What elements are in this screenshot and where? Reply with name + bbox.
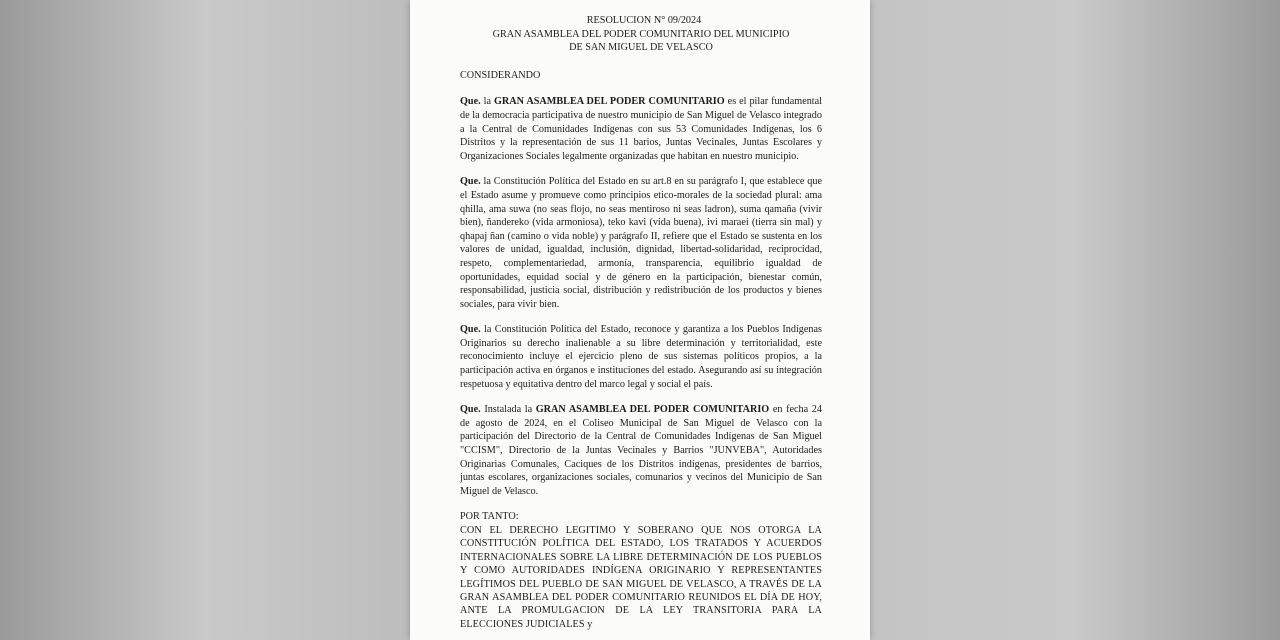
- paragraph-2-text: la Constitución Política del Estado en su art.8 en su parágrafo I, que establece que el Estado asume y promueve como principios etico-morales de la sociedad plural: ama qhilla, ama suwa (no seas flojo, no seas mentiroso ni seas ladron), suma qamaña (vivir bien), ñandereko (vida armoniosa), teko kavi (vida buena), ivi maraei (tierra sin mal) y qhapaj ñan (camino o vida noble) y parágrafo II, refiere que el Estado se sustenta en los valores de unidad, igualdad, inclusión, dignidad, libertad-solidaridad, reciprocidad, respeto, complementariedad, armonía, transparencia, equilibrio igualdad de oportunidades, equidad social y de género en la participación, bienestar común, responsabilidad, justicia social, distribución y redistribución de los productos y bienes sociales, para vivir bien.: [460, 176, 822, 310]
- resolve-paragraph: CON EL DERECHO LEGITIMO Y SOBERANO QUE NOS OTORGA LA CONSTITUCIÓN POLÍTICA DEL ESTADO, LOS TRATADOS Y ACUERDOS INTERNACIONALES SOBRE LA LIBRE DETERMINACIÓN DE LOS PUEBLOS Y COMO AUTORIDADES INDÍGENA ORIGINARIO Y REPRESENTANTES LEGÍTIMOS DEL PUEBLO DE SAN MIGUEL DE VELASCO, A TRAVÉS DE LA GRAN ASAMBLEA DEL PODER COMUNITARIO REUNIDOS EL DÍA DE HOY, ANTE LA PROMULGACION DE LA LEY TRANSITORIA PARA LA ELECCIONES JUDICIALES y: [460, 525, 822, 630]
- paragraph-1-bold: GRAN ASAMBLEA DEL PODER COMUNITARIO: [493, 96, 725, 108]
- paragraph-4-text: en fecha 24 de agosto de 2024, en el Coliseo Municipal de San Miguel de Velasco con la participación del Directorio de la Central de Comunidades Indígenas de San Miguel "CCISM", Directorio de la Juntas Vecinales y Barrios "JUNVEBA", Autoridades Originarias Comunales, Caciques de los Distritos indígenas, presidentes de barrios, juntas escolares, organizaciones sociales, comunarios y vecinos del Municipio de San Miguel de Velasco.: [460, 404, 822, 497]
- paragraph-4-bold: GRAN ASAMBLEA DEL PODER COMUNITARIO: [535, 404, 770, 416]
- document-content: [460, 14, 822, 631]
- paragraph-4-lead: Que.: [460, 404, 481, 416]
- paragraph-3: [460, 323, 822, 391]
- paragraph-1-pre: la: [480, 96, 494, 108]
- considerando-heading: CONSIDERANDO: [460, 69, 541, 81]
- assembly-title: GRAN ASAMBLEA DEL PODER COMUNITARIO DEL MUNICIPIO: [492, 28, 790, 40]
- municipality-title: DE SAN MIGUEL DE VELASCO: [569, 42, 713, 54]
- por-tanto-heading: POR TANTO:: [460, 511, 519, 523]
- paragraph-1-text: es el pilar fundamental de la democracia participativa de nuestro municipio de San Miguel de Velasco integrado a la Central de Comunidades Indígenas con sus 53 Comunidades Indígenas, los 6 Distritos y la representación de sus 11 barios, Juntas Vecinales, Juntas Escolares y Organizaciones Sociales legalmente organizadas que habitan en nuestro municipio.: [460, 96, 822, 162]
- paragraph-4-pre: Instalada la: [480, 404, 536, 416]
- document-page: [410, 0, 870, 640]
- paragraph-3-text: la Constitución Política del Estado, reconoce y garantiza a los Pueblos Indígenas Originarios su derecho inalienable a su libre determinación y territorialidad, este reconocimiento incluye el ejercicio pleno de sus sistemas políticos propios, a la participación activa en órganos e instituciones del estado. Asegurando así su integración respetuosa y equitativa dentro del marco legal y social el país.: [460, 324, 822, 390]
- paragraph-1-lead: Que.: [460, 96, 481, 108]
- paragraph-1: [460, 95, 822, 163]
- paragraph-3-lead: Que.: [460, 324, 481, 336]
- paragraph-2: [460, 175, 822, 311]
- resolution-number: RESOLUCION N° 09/2024: [586, 15, 702, 26]
- document-header: [460, 14, 822, 55]
- paragraph-4: [460, 403, 822, 498]
- paragraph-2-lead: Que.: [460, 176, 481, 188]
